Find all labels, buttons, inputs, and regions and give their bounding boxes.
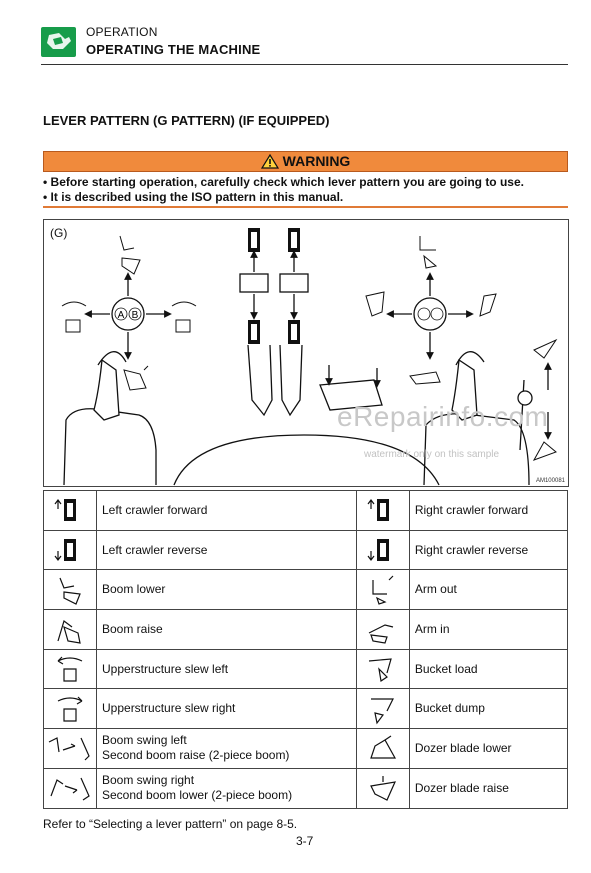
legend-left-label: [97, 491, 357, 531]
crawler-reverse-icon: [356, 530, 409, 570]
crawler-forward-icon: [356, 491, 409, 531]
warning-bullet-2: • It is described using the ISO pattern in this manual.: [43, 190, 344, 204]
legend-left-text: Upperstructure slew right: [102, 701, 236, 716]
operation-logo-icon: [41, 27, 76, 57]
legend-left-label: [97, 649, 357, 689]
warning-divider: [43, 206, 568, 208]
header-section: OPERATION: [86, 25, 158, 39]
legend-left-subtext: Second boom raise (2-piece boom): [102, 748, 290, 763]
slew-left-icon: [44, 649, 97, 689]
crawler-forward-icon: [44, 491, 97, 531]
crawler-reverse-icon: [44, 530, 97, 570]
legend-right-label: Arm in: [409, 610, 567, 650]
watermark-text: eRepairinfo.com: [337, 401, 549, 432]
legend-left-label: [97, 570, 357, 610]
legend-left-text: Upperstructure slew left: [102, 661, 229, 676]
legend-left-text: Left crawler reverse: [102, 542, 208, 557]
legend-row: [44, 491, 568, 531]
legend-left-label: [97, 530, 357, 570]
bucket-load-icon: [356, 649, 409, 689]
legend-right-label: Dozer blade lower: [409, 729, 567, 769]
legend-right-label: Right crawler reverse: [409, 530, 567, 570]
legend-row: [44, 570, 568, 610]
legend-row: [44, 689, 568, 729]
lever-diagram: [44, 220, 568, 486]
warning-label: WARNING: [282, 153, 351, 169]
dozer-raise-icon: [356, 768, 409, 808]
warning-bullet-1: • Before starting operation, carefully check which lever pattern you are going to use.: [43, 175, 524, 189]
boom-swing-right-icon: [44, 768, 97, 808]
slew-right-icon: [44, 689, 97, 729]
watermark-subtext: watermark only on this sample: [364, 449, 500, 460]
legend-left-text: Boom lower: [102, 582, 166, 597]
lever-a-label: A: [117, 310, 125, 321]
arm-out-icon: [356, 570, 409, 610]
legend-left-text: Boom raise: [102, 621, 163, 636]
boom-lower-icon: [44, 570, 97, 610]
legend-left-label: [97, 729, 357, 769]
legend-right-label: Bucket dump: [409, 689, 567, 729]
legend-right-label: Arm out: [409, 570, 567, 610]
figure-label: (G): [50, 226, 68, 240]
legend-left-subtext: Second boom lower (2-piece boom): [102, 788, 293, 803]
dozer-lower-icon: [356, 729, 409, 769]
legend-left-label: [97, 689, 357, 729]
legend-left-text: Boom swing left: [102, 733, 187, 748]
bucket-dump-icon: [356, 689, 409, 729]
lever-b-label: B: [131, 310, 139, 321]
lever-legend-table: [43, 490, 568, 809]
figure-code: AM100081: [535, 478, 565, 484]
legend-left-text: Boom swing right: [102, 773, 195, 788]
legend-left-text: Left crawler forward: [102, 502, 208, 517]
legend-row: [44, 530, 568, 570]
legend-left-label: [97, 768, 357, 808]
arm-in-icon: [356, 610, 409, 650]
legend-row: [44, 768, 568, 808]
page-number: 3-7: [296, 834, 314, 848]
warning-banner: [43, 151, 568, 172]
legend-right-label: Dozer blade raise: [409, 768, 567, 808]
header-subsection: OPERATING THE MACHINE: [86, 42, 261, 57]
legend-row: [44, 729, 568, 769]
page-title: LEVER PATTERN (G PATTERN) (IF EQUIPPED): [43, 113, 330, 128]
boom-swing-left-icon: [44, 729, 97, 769]
legend-row: [44, 649, 568, 689]
boom-raise-icon: [44, 610, 97, 650]
legend-left-label: [97, 610, 357, 650]
lever-pattern-figure: [43, 219, 569, 487]
header-divider: [41, 64, 568, 65]
legend-right-label: Right crawler forward: [409, 491, 567, 531]
legend-right-label: Bucket load: [409, 649, 567, 689]
warning-triangle-icon: [261, 154, 279, 169]
legend-row: [44, 610, 568, 650]
reference-note: Refer to “Selecting a lever pattern” on page 8-5.: [43, 817, 298, 831]
